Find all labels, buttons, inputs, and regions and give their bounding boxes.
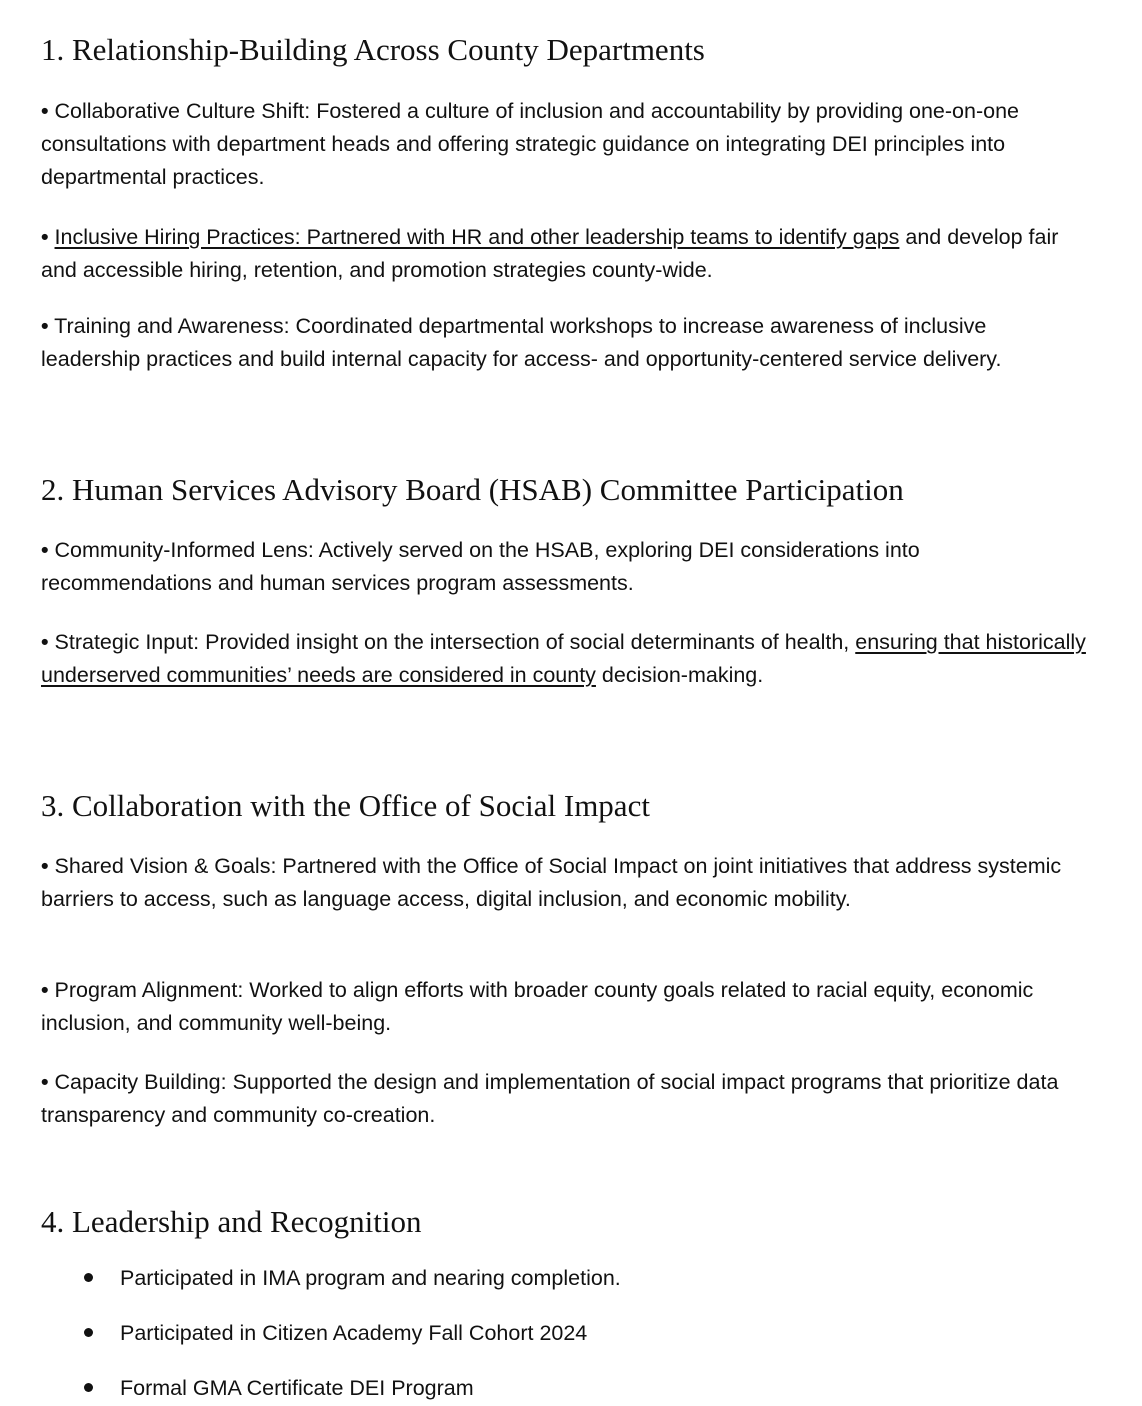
list-item-gma-certificate	[84, 1373, 474, 1403]
section-heading-4: 4. Leadership and Recognition	[41, 1204, 422, 1239]
paragraph-training-awareness	[41, 310, 1091, 376]
paragraph-collaborative-culture	[41, 95, 1091, 194]
paragraph-underlined-text: ensuring that historically underserved communities’ needs are considered in county	[41, 630, 1086, 687]
bullet: •	[41, 854, 49, 878]
section-heading-2: 2. Human Services Advisory Board (HSAB) Committee Participation	[41, 472, 904, 507]
paragraph-text: and develop fair and accessible hiring, retention, and promotion strategies county-wide.	[41, 225, 1059, 282]
paragraph-community-informed	[41, 534, 1091, 600]
list-item-citizen-academy	[84, 1318, 587, 1348]
section-heading-3: 3. Collaboration with the Office of Social Impact	[41, 788, 650, 823]
bullet: •	[41, 225, 49, 249]
paragraph-text: Training and Awareness: Coordinated departmental workshops to increase awareness of inclusive leadership practices and build internal capacity for access- and opportunity-centered service delivery.	[41, 314, 1002, 371]
paragraph-text: Collaborative Culture Shift: Fostered a culture of inclusion and accountability by providing one-on-one consultations with department heads and offering strategic guidance on integrating DEI principles into departmental practices.	[41, 99, 1019, 189]
list-item-text: Formal GMA Certificate DEI Program	[120, 1376, 474, 1400]
bullet-dot-icon	[84, 1273, 93, 1282]
list-item-ima	[84, 1263, 621, 1293]
bullet: •	[41, 314, 49, 338]
list-item-text: Participated in IMA program and nearing completion.	[120, 1266, 621, 1290]
paragraph-underlined-text: Inclusive Hiring Practices: Partnered with HR and other leadership teams to identify gaps	[54, 225, 900, 249]
bullet: •	[41, 538, 49, 562]
paragraph-program-alignment	[41, 974, 1091, 1040]
bullet: •	[41, 1070, 49, 1094]
paragraph-shared-vision	[41, 850, 1091, 916]
paragraph-strategic-input	[41, 626, 1091, 692]
list-item-text: Participated in Citizen Academy Fall Cohort 2024	[120, 1321, 588, 1345]
paragraph-text: Strategic Input: Provided insight on the intersection of social determinants of health,	[54, 630, 856, 654]
paragraph-text: Shared Vision & Goals: Partnered with the Office of Social Impact on joint initiatives that address systemic barriers to access, such as language access, digital inclusion, and economic mobility.	[41, 854, 1062, 911]
bullet: •	[41, 978, 49, 1002]
paragraph-inclusive-hiring	[41, 221, 1091, 287]
bullet: •	[41, 630, 49, 654]
paragraph-text: Community-Informed Lens: Actively served on the HSAB, exploring DEI considerations into recommendations and human services program assessments.	[41, 538, 920, 595]
bullet: •	[41, 99, 49, 123]
paragraph-text: Program Alignment: Worked to align efforts with broader county goals related to racial equity, economic inclusion, and community well-being.	[41, 978, 1034, 1035]
paragraph-text-end: decision-making.	[595, 663, 764, 687]
section-heading-1: 1. Relationship-Building Across County Departments	[41, 32, 705, 67]
paragraph-capacity-building	[41, 1066, 1091, 1132]
bullet-dot-icon	[84, 1328, 93, 1337]
paragraph-text: Capacity Building: Supported the design and implementation of social impact programs that prioritize data transparency and community co-creation.	[41, 1070, 1059, 1127]
bullet-dot-icon	[84, 1383, 93, 1392]
